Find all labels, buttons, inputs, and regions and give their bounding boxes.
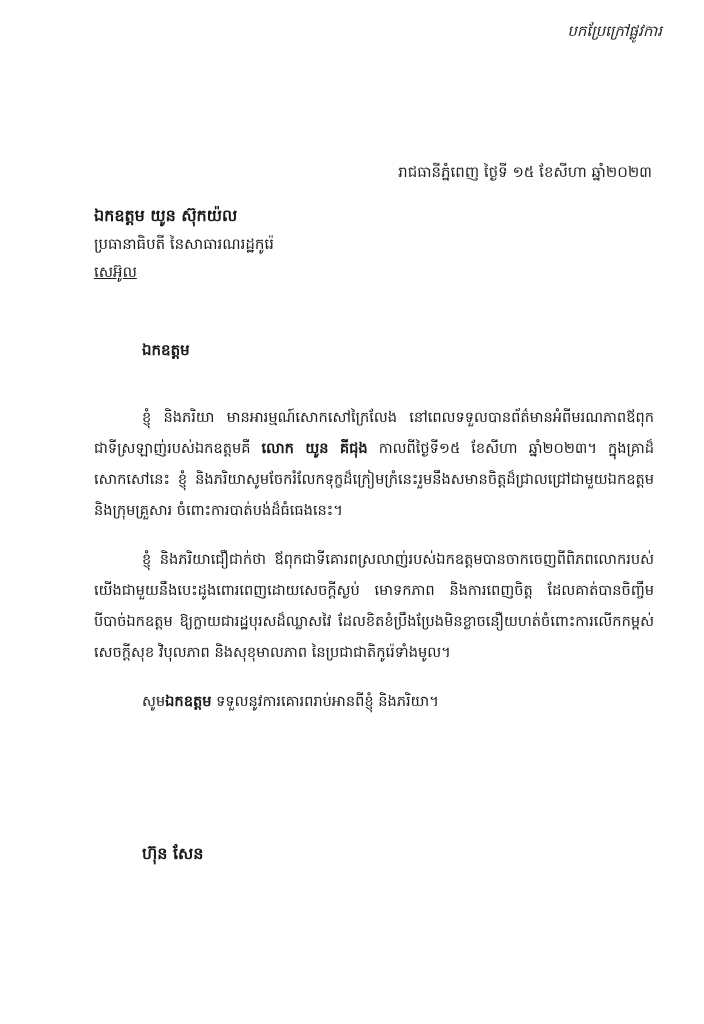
salutation: ឯកឧត្តម — [142, 341, 190, 359]
recipient-title: ប្រធានាធិបតី នៃសាធារណរដ្ឋកូរ៉េ — [94, 235, 274, 253]
unofficial-translation-label: បកប្រែក្រៅផ្លូវការ — [567, 22, 662, 40]
paragraph-2: ខ្ញុំ និងភរិយាជឿជាក់ថា ឪពុកជាទីគោរពស្រលាញ់របស់ឯកឧត្តមបានចាកចេញពីពិភពលោករបស់យើងជាមួយនឹងបេះដូងពោរពេញដោយសេចក្ដីស្ងប់ មោទកភាព និងការពេញចិត្ត ដែលគាត់បានចិញ្ចឹមបីបាច់ឯកឧត្តម ឱ្យក្លាយជារដ្ឋបុរសដ៏ឈ្លាសវៃ ដែលខិតខំប្រឹងប្រែងមិនខ្លាចនឿយហត់ចំពោះការលើកកម្ពស់សេចក្ដីសុខ វិបុលភាព និងសុខុមាលភាព នៃប្រជាជាតិកូរ៉េទាំងមូល។ — [94, 551, 654, 661]
paragraph-1-end: កាលពីថ្ងៃទី១៥ ខែសីហា ឆ្នាំ២០២៣។ ក្នុងគ្រាដ៏សោកសៅនេះ ខ្ញុំ និងភរិយាសូមចែករំលែកទុក្ខដ៏ក្រៀមក្រំនេះរួមនឹងសមានចិត្តដ៏ជ្រាលជ្រៅជាមួយឯកឧត្តម និងក្រុមគ្រួសារ ចំពោះការបាត់បង់ដ៏ធំធេងនេះ។ — [94, 440, 654, 519]
signature-name: ហ៊ុន សែន — [142, 844, 204, 863]
paragraph-1 — [94, 402, 654, 526]
recipient-block — [94, 202, 274, 286]
letter-date: រាជធានីភ្នំពេញ ថ្ងៃទី ១៥ ខែសីហា ឆ្នាំ២០២៣ — [398, 163, 652, 181]
paragraph-3-honorific: ឯកឧត្តម — [165, 693, 212, 710]
recipient-city: សេអ៊ូល — [94, 263, 137, 281]
paragraph-3-start: សូម — [142, 693, 166, 710]
paragraph-3-end: ទទួលនូវការគោរពរាប់អានពីខ្ញុំ និងភរិយា។ — [211, 693, 439, 710]
deceased-name: លោក យូន គីជុង — [261, 440, 368, 457]
paragraph-3 — [94, 686, 654, 717]
recipient-name: ឯកឧត្តម យូន ស៊ុកយ៉ល — [94, 206, 238, 225]
paragraph-1-start: ខ្ញុំ និងភរិយា មានអារម្មណ៍សោកសៅក្រៃលែង នៅពេលទទួលបានព័ត៌មានអំពីមរណភាពឪពុកជាទីស្រឡាញ់របស់ឯកឧត្តមគឺ — [94, 409, 654, 457]
letter-body — [94, 402, 654, 735]
